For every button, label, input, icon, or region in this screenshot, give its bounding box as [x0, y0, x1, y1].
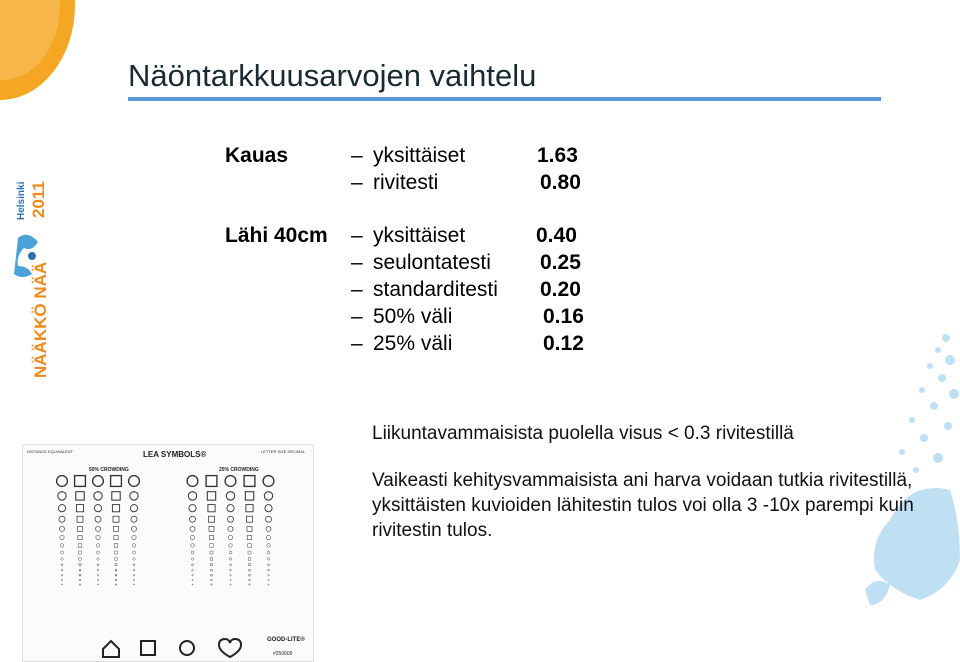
near-label: Lähi 40cm	[225, 224, 328, 247]
chart-symbol	[228, 516, 234, 522]
chart-symbol	[133, 575, 134, 576]
chart-symbol	[267, 564, 269, 566]
chart-symbol	[229, 551, 232, 554]
chart-symbol	[133, 569, 135, 571]
chart-symbol	[60, 544, 64, 548]
chart-symbol	[113, 516, 119, 522]
chart-symbol	[248, 558, 250, 560]
chart-symbol	[244, 476, 255, 487]
chart-symbol	[97, 558, 99, 560]
chart-symbol	[268, 579, 269, 580]
chart-symbol	[131, 516, 137, 522]
chart-symbol	[130, 505, 137, 512]
chart-symbol	[249, 575, 250, 576]
dash: –	[351, 224, 363, 247]
helsinki-2011-logo	[2, 160, 52, 380]
chart-symbol	[61, 575, 62, 576]
far-label: Kauas	[225, 144, 289, 167]
chart-symbol	[192, 579, 193, 580]
chart-right-header: 25% CROWDING	[219, 467, 259, 473]
near-item-value: 0.16	[543, 305, 584, 328]
near-item-value: 0.40	[536, 224, 577, 247]
chart-symbol	[97, 569, 99, 571]
near-item-label: yksittäiset	[373, 224, 466, 247]
chart-symbol	[58, 492, 66, 500]
chart-symbol	[248, 544, 252, 548]
chart-symbol	[229, 558, 231, 560]
chart-symbol	[190, 516, 196, 522]
chart-symbol	[79, 579, 80, 580]
chart-symbol	[248, 564, 250, 566]
chart-symbol	[113, 526, 118, 531]
chart-symbol	[97, 584, 98, 585]
chart-symbol	[130, 492, 138, 500]
chart-symbol	[61, 569, 63, 571]
chart-symbol	[95, 526, 100, 531]
chart-symbol	[78, 535, 82, 539]
chart-symbol	[209, 526, 214, 531]
chart-symbol	[189, 505, 196, 512]
slide-title: Näöntarkkuusarvojen vaihtelu	[128, 58, 537, 93]
chart-symbol	[209, 516, 215, 522]
dash: –	[351, 278, 363, 301]
chart-footer-brand: GOOD-LITE®	[267, 637, 305, 643]
logo-text-year: 2011	[29, 181, 48, 218]
chart-symbol	[263, 476, 274, 487]
near-item-label: 50% väli	[373, 305, 453, 328]
chart-symbol	[79, 569, 81, 571]
chart-symbol	[211, 584, 212, 585]
dash: –	[351, 305, 363, 328]
chart-symbol	[192, 575, 193, 576]
chart-symbol	[97, 579, 98, 580]
chart-symbol	[188, 492, 196, 500]
chart-symbol	[207, 492, 215, 500]
dash: –	[351, 171, 363, 194]
chart-symbol	[133, 579, 134, 580]
chart-corner-right: LETTER SIZE DECIMAL	[261, 449, 306, 454]
chart-symbol-rows	[57, 476, 274, 585]
chart-symbol	[79, 558, 81, 560]
chart-symbol	[133, 584, 134, 585]
chart-symbol	[129, 476, 140, 487]
chart-symbol	[97, 564, 99, 566]
chart-symbol	[267, 551, 270, 554]
chart-symbol	[115, 564, 117, 566]
chart-symbol	[226, 492, 234, 500]
chart-symbol	[247, 535, 251, 539]
chart-symbol	[115, 558, 117, 560]
corner-decoration	[0, 0, 75, 100]
chart-symbol	[97, 575, 98, 576]
chart-symbol	[57, 476, 68, 487]
chart-symbol	[95, 516, 101, 522]
near-item-value: 0.12	[543, 332, 584, 355]
chart-symbol	[268, 584, 269, 585]
chart-symbol	[210, 558, 212, 560]
chart-symbol	[192, 569, 194, 571]
chart-symbol	[94, 505, 101, 512]
title-underline	[128, 97, 881, 101]
chart-symbol	[268, 575, 269, 576]
near-item-label: seulontatesti	[373, 251, 491, 274]
chart-symbol	[266, 535, 270, 539]
chart-symbol	[228, 535, 232, 539]
chart-symbol	[227, 505, 234, 512]
chart-symbol	[93, 476, 104, 487]
chart-symbol	[61, 579, 62, 580]
chart-left-header: 50% CROWDING	[89, 467, 129, 473]
chart-symbol	[133, 558, 135, 560]
chart-symbol	[77, 516, 83, 522]
chart-symbol	[112, 492, 120, 500]
chart-symbol	[131, 526, 136, 531]
chart-symbol	[267, 544, 271, 548]
chart-symbol	[97, 551, 100, 554]
square-symbol	[141, 641, 155, 655]
chart-symbol	[266, 526, 271, 531]
chart-symbol	[133, 551, 136, 554]
chart-symbol	[61, 551, 64, 554]
chart-symbol	[210, 551, 213, 554]
chart-symbol	[190, 526, 195, 531]
chart-corner-left: DISTANCE EQUIVALENT	[27, 449, 74, 454]
chart-symbol	[191, 544, 195, 548]
chart-symbol	[191, 564, 193, 566]
chart-symbol	[208, 505, 215, 512]
chart-symbol	[75, 476, 86, 487]
chart-symbol	[230, 584, 231, 585]
chart-symbol	[247, 516, 253, 522]
chart-symbol	[248, 551, 251, 554]
chart-footer-code: #250600	[273, 651, 293, 657]
chart-symbol	[111, 476, 122, 487]
chart-symbol	[264, 492, 272, 500]
notes	[372, 421, 932, 543]
chart-symbol	[191, 551, 194, 554]
chart-brand: LEA SYMBOLS®	[143, 450, 207, 459]
chart-symbol	[61, 564, 63, 566]
chart-symbol	[112, 505, 119, 512]
chart-symbol	[268, 569, 270, 571]
chart-symbol	[190, 535, 194, 539]
chart-symbol	[59, 526, 64, 531]
chart-symbol	[230, 575, 231, 576]
chart-symbol	[60, 535, 64, 539]
chart-symbol	[228, 526, 233, 531]
dash: –	[351, 251, 363, 274]
chart-symbol	[249, 579, 250, 580]
chart-symbol	[115, 551, 118, 554]
far-item-label: rivitesti	[373, 171, 439, 194]
near-item-label: standarditesti	[373, 278, 498, 301]
chart-symbol	[211, 579, 212, 580]
chart-symbol	[229, 544, 233, 548]
chart-symbol	[115, 584, 116, 585]
chart-symbol	[229, 564, 231, 566]
chart-symbol	[115, 575, 116, 576]
chart-symbol	[210, 544, 214, 548]
chart-symbol	[133, 564, 135, 566]
chart-symbol	[211, 575, 212, 576]
far-item-label: yksittäiset	[373, 144, 466, 167]
dash: –	[351, 332, 363, 355]
chart-symbol	[266, 516, 272, 522]
house-symbol	[103, 641, 119, 657]
chart-symbol	[115, 579, 116, 580]
chart-symbol	[94, 492, 102, 500]
chart-symbol	[79, 551, 82, 554]
chart-symbol	[206, 476, 217, 487]
logo-text-helsinki: Helsinki	[16, 181, 27, 220]
chart-symbol	[265, 505, 272, 512]
chart-symbol	[96, 544, 100, 548]
chart-symbol	[79, 564, 81, 566]
chart-symbol	[61, 558, 63, 560]
chart-symbol	[58, 505, 65, 512]
near-item-value: 0.25	[540, 251, 581, 274]
chart-symbol	[77, 526, 82, 531]
chart-symbol	[249, 569, 251, 571]
near-item-value: 0.20	[540, 278, 581, 301]
chart-symbol	[245, 492, 253, 500]
chart-symbol	[76, 492, 84, 500]
chart-symbol	[246, 505, 253, 512]
chart-symbol	[59, 516, 65, 522]
lea-symbols-chart-image	[22, 444, 314, 662]
chart-symbol	[192, 584, 193, 585]
chart-symbol	[115, 569, 117, 571]
circle-symbol	[180, 641, 194, 655]
note-intellectual: Vaikeasti kehitysvammaisista ani harva voidaan tutkia rivitestillä, yksittäisten kuvioiden lähitestin tulos voi olla 3 -10x parempi kuin rivitestin tulos.	[372, 470, 914, 541]
chart-symbol	[78, 544, 82, 548]
chart-symbol	[79, 584, 80, 585]
chart-symbol	[230, 579, 231, 580]
chart-symbol	[96, 535, 100, 539]
chart-symbol	[114, 544, 118, 548]
heart-symbol	[219, 639, 241, 657]
dash: –	[351, 144, 363, 167]
chart-symbol	[249, 584, 250, 585]
chart-symbol	[211, 569, 213, 571]
note-mobility: Liikuntavammaisista puolella visus < 0.3 rivitestillä	[372, 423, 794, 444]
chart-symbol	[225, 476, 236, 487]
far-item-value: 0.80	[540, 171, 581, 194]
chart-symbol	[79, 575, 80, 576]
chart-symbol	[132, 544, 136, 548]
chart-symbol	[76, 505, 83, 512]
far-item-value: 1.63	[537, 144, 578, 167]
logo-text-naakko: NÄÄKKÖ NÄÄ	[31, 261, 50, 378]
near-item-label: 25% väli	[373, 332, 453, 355]
chart-symbol	[267, 558, 269, 560]
chart-symbol	[191, 558, 193, 560]
chart-symbol	[132, 535, 136, 539]
chart-symbol	[114, 535, 118, 539]
chart-symbol	[210, 564, 212, 566]
chart-symbol	[209, 535, 213, 539]
chart-symbol	[61, 584, 62, 585]
chart-symbol	[230, 569, 232, 571]
chart-symbol	[247, 526, 252, 531]
chart-symbol	[187, 476, 198, 487]
